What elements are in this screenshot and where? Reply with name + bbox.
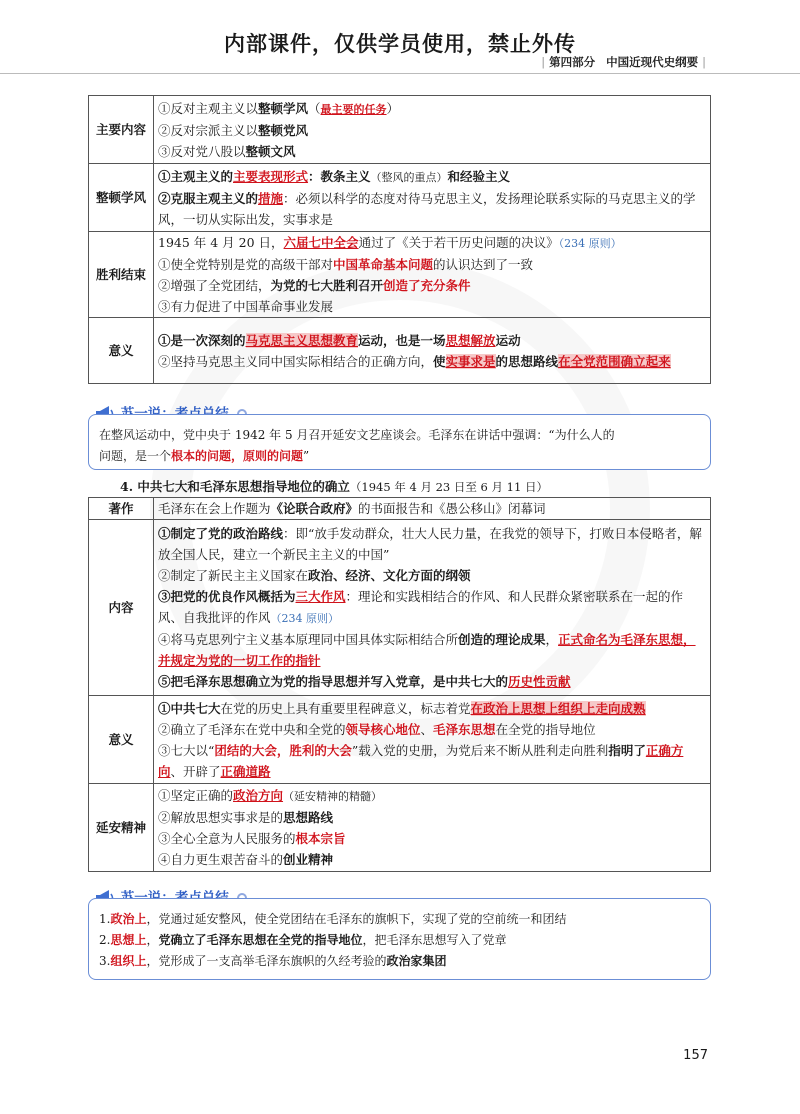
- list-item: ①反对主观主义以整顿学风（最主要的任务）: [158, 100, 400, 116]
- page-number: 157: [683, 1048, 708, 1063]
- list-item: ③反对党八股以整顿文风: [158, 143, 296, 159]
- table-row: [89, 498, 711, 520]
- table-row: [89, 164, 711, 232]
- list-item: ⑤把毛泽东思想确立为党的指导思想并写入党章，是中共七大的历史性贡献: [158, 674, 571, 689]
- list-item: ③有力促进了中国革命事业发展: [158, 299, 334, 314]
- subject-label: 中国近现代史纲要: [606, 55, 699, 69]
- list-item: ②增强了全党团结，为党的七大胜利召开创造了充分条件: [158, 278, 471, 293]
- list-item: ②解放思想实事求是的思想路线: [158, 810, 334, 825]
- list-item: ①坚定正确的政治方向（延安精神的精髓）: [158, 788, 383, 803]
- list-item: ①制定了党的政治路线：即“放手发动群众，壮大人民力量，在我党的领导下，打败日本侵略者，解放全国人民，建立一个新民主主义的中国”: [158, 526, 702, 562]
- row-head: 意义: [89, 696, 154, 784]
- list-item: ④自力更生艰苦奋斗的创业精神: [158, 852, 334, 867]
- summary-line: 2.思想上，党确立了毛泽东思想在全党的指导地位，把毛泽东思想写入了党章: [99, 933, 507, 947]
- row-body: [154, 784, 711, 872]
- table-row: [89, 520, 711, 696]
- page-header-section: | 第四部分 中国近现代史纲要 |: [541, 55, 706, 69]
- row-head: 延安精神: [89, 784, 154, 872]
- row-body: [154, 696, 711, 784]
- list-item: ②制定了新民主主义国家在政治、经济、文化方面的纲领: [158, 568, 471, 583]
- summary-line: 问题，是一个根本的问题，原则的问题”: [99, 449, 310, 463]
- list-item: ②反对宗派主义以整顿党风: [158, 122, 309, 138]
- list-item: ④将马克思列宁主义基本原理同中国具体实际相结合所创造的理论成果，正式命名为毛泽东思想，并规定为党的一切工作的指针: [158, 632, 696, 668]
- table-row: [89, 318, 711, 384]
- page-header-title: 内部课件，仅供学员使用，禁止外传: [224, 32, 576, 56]
- table-row: [89, 696, 711, 784]
- summary-line: 在整风运动中，党中央于 1942 年 5 月召开延安文艺座谈会。毛泽东在讲话中强调：“为什么人的: [99, 428, 615, 442]
- row-head: 整顿学风: [89, 164, 154, 232]
- summary-box: [88, 414, 711, 470]
- row-head: 胜利结束: [89, 232, 154, 318]
- row-head: 意义: [89, 318, 154, 384]
- summary-line: 1.政治上，党通过延安整风，使全党团结在毛泽东的旗帜下，实现了党的空前统一和团结: [99, 912, 567, 926]
- row-head: 著作: [89, 498, 154, 520]
- seventh-congress-table: [88, 497, 711, 872]
- list-item: ②确立了毛泽东在党中央和全党的领导核心地位、毛泽东思想在全党的指导地位: [158, 721, 596, 737]
- table-row: [89, 96, 711, 164]
- row-body: [154, 318, 711, 384]
- row-body: [154, 164, 711, 232]
- summary-line: 3.组织上，党形成了一支高举毛泽东旗帜的久经考验的政治家集团: [99, 954, 447, 968]
- list-item: ①中共七大在党的历史上具有重要里程碑意义，标志着党在政治上思想上组织上走向成熟: [158, 700, 646, 716]
- row-body: 毛泽东在会上作题为《论联合政府》的书面报告和《愚公移山》闭幕词: [154, 498, 711, 520]
- list-item: ③七大以“团结的大会，胜利的大会”载入党的史册，为党后来不断从胜利走向胜利指明了正确方向、开辟了正确道路: [158, 742, 684, 779]
- list-item: 1945 年 4 月 20 日，六届七中全会通过了《关于若干历史问题的决议》（234 原则）: [158, 235, 622, 250]
- summary-box: [88, 898, 711, 980]
- table-row: [89, 784, 711, 872]
- list-item: ①使全党特别是党的高级干部对中国革命基本问题的认识达到了一致: [158, 257, 534, 272]
- section-heading: 4. 中共七大和毛泽东思想指导地位的确立（1945 年 4 月 23 日至 6 月 11 日）: [120, 479, 548, 494]
- list-item: ③全心全意为人民服务的根本宗旨: [158, 831, 346, 846]
- row-head: 内容: [89, 520, 154, 696]
- list-item: ②坚持马克思主义同中国实际相结合的正确方向，使实事求是的思想路线在全党范围确立起来: [158, 353, 671, 369]
- list-item: ②克服主观主义的措施：必须以科学的态度对待马克思主义，发扬理论联系实际的马克思主义的学风，一切从实际出发，实事求是: [158, 190, 696, 227]
- row-body: [154, 232, 711, 318]
- rectification-table: [88, 95, 711, 384]
- list-item: ①是一次深刻的马克思主义思想教育运动，也是一场思想解放运动: [158, 332, 521, 348]
- list-item: ③把党的优良作风概括为三大作风：理论和实践相结合的作风、和人民群众紧密联系在一起的作风、自我批评的作风（234 原则）: [158, 589, 684, 625]
- row-body: [154, 96, 711, 164]
- header-divider: [0, 73, 800, 74]
- list-item: ①主观主义的主要表现形式：教条主义（整风的重点）和经验主义: [158, 168, 511, 184]
- table-row: [89, 232, 711, 318]
- row-head: 主要内容: [89, 96, 154, 164]
- section-label: 第四部分: [549, 55, 596, 69]
- row-body: [154, 520, 711, 696]
